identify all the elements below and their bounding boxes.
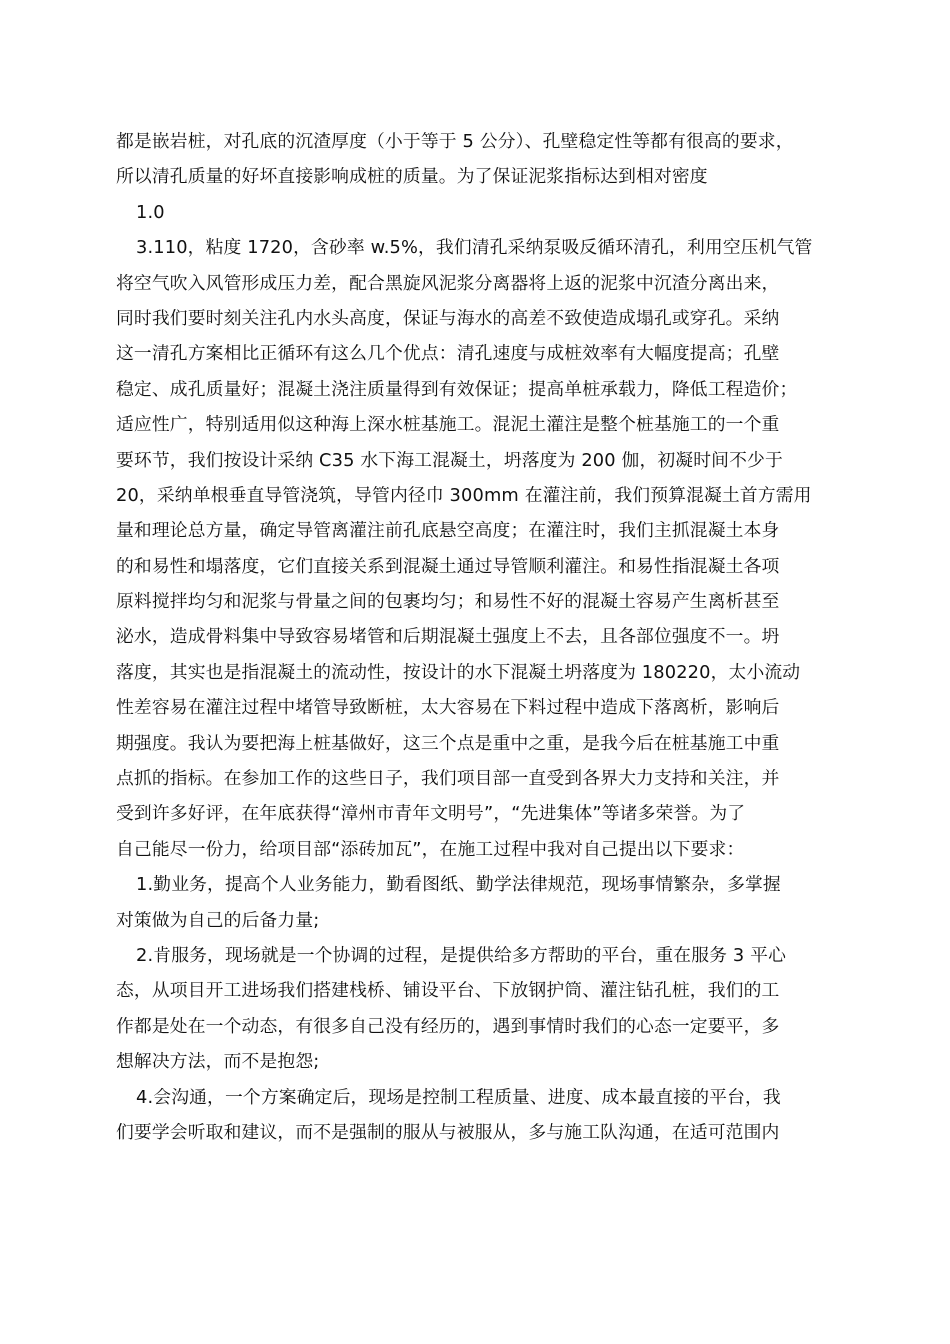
list-item-2: 2.肯服务，现场就是一个协调的过程，是提供给多方帮助的平台，重在服务 3 平心: [136, 944, 786, 966]
text-line: 适应性广，特别适用似这种海上深水桩基施工。混泥土灌注是整个桩基施工的一个重: [116, 414, 780, 436]
text-line: 3.110，粘度 1720，含砂率 w.5%，我们清孔采纳泵吸反循环清孔，利用空压机气管: [136, 237, 813, 259]
text-line: 期强度。我认为要把海上桩基做好，这三个点是重中之重，是我今后在桩基施工中重: [116, 732, 780, 754]
text-line: 对策做为自己的后备力量;: [116, 909, 320, 931]
text-line: 这一清孔方案相比正循环有这么几个优点：清孔速度与成桩效率有大幅度提高；孔壁: [116, 343, 780, 365]
document-body: [116, 124, 851, 1150]
text-line: 们要学会听取和建议，而不是强制的服从与被服从，多与施工队沟通，在适可范围内: [116, 1121, 780, 1143]
text-line: 都是嵌岩桩，对孔底的沉渣厚度（小于等于 5 公分）、孔壁稳定性等都有很高的要求，: [116, 131, 794, 152]
text-line: 20，采纳单根垂直导管浇筑，导管内径巾 300mm 在灌注前，我们预算混凝土首方需用: [116, 484, 812, 506]
list-item-4: 4.会沟通，一个方案确定后，现场是控制工程质量、进度、成本最直接的平台，我: [136, 1086, 781, 1108]
text-line: 稳定、成孔质量好；混凝土浇注质量得到有效保证；提高单桩承载力，降低工程造价；: [116, 378, 798, 400]
text-line: 自己能尽一份力，给项目部“添砖加瓦”，在施工过程中我对自己提出以下要求：: [116, 838, 745, 860]
text-line: 性差容易在灌注过程中堵管导致断桩，太大容易在下料过程中造成下落离析，影响后: [116, 697, 780, 719]
text-line: 同时我们要时刻关注孔内水头高度，保证与海水的高差不致使造成塌孔或穿孔。采纳: [116, 307, 780, 329]
text-line: 想解决方法，而不是抱怨;: [116, 1051, 320, 1073]
text-line: 泌水，造成骨料集中导致容易堵管和后期混凝土强度上不去，且各部位强度不一。坍: [116, 626, 780, 648]
text-line: 点抓的指标。在参加工作的这些日子，我们项目部一直受到各界大力支持和关注，并: [116, 768, 780, 790]
text-line: 落度，其实也是指混凝土的流动性，按设计的水下混凝土坍落度为 180220，太小流动: [116, 661, 801, 683]
text-line: 1.0: [136, 201, 165, 223]
text-line: 态，从项目开工进场我们搭建栈桥、铺设平台、下放钢护筒、灌注钻孔桩，我们的工: [116, 980, 780, 1002]
text-line: 原料搅拌均匀和泥浆与骨量之间的包裹均匀；和易性不好的混凝土容易产生离析甚至: [116, 591, 780, 613]
text-line: 所以清孔质量的好坏直接影响成桩的质量。为了保证泥浆指标达到相对密度: [116, 166, 708, 188]
text-line: 要环节，我们按设计采纳 C35 水下海工混凝土，坍落度为 200 伽，初凝时间不少于: [116, 449, 783, 471]
list-item-1: 1.勤业务，提高个人业务能力，勤看图纸、勤学法律规范，现场事情繁杂，多掌握: [136, 874, 781, 896]
text-line: 的和易性和塌落度，它们直接关系到混凝土通过导管顺利灌注。和易性指混凝土各项: [116, 555, 780, 577]
text-line: 受到许多好评，在年底获得“漳州市青年文明号”，“先进集体”等诸多荣誉。为了: [116, 803, 746, 825]
text-line: 量和理论总方量，确定导管离灌注前孔底悬空高度；在灌注时，我们主抓混凝土本身: [116, 520, 780, 542]
text-line: 作都是处在一个动态，有很多自己没有经历的，遇到事情时我们的心态一定要平，多: [116, 1015, 780, 1037]
text-line: 将空气吹入风管形成压力差，配合黑旋风泥浆分离器将上返的泥浆中沉渣分离出来，: [116, 272, 780, 294]
